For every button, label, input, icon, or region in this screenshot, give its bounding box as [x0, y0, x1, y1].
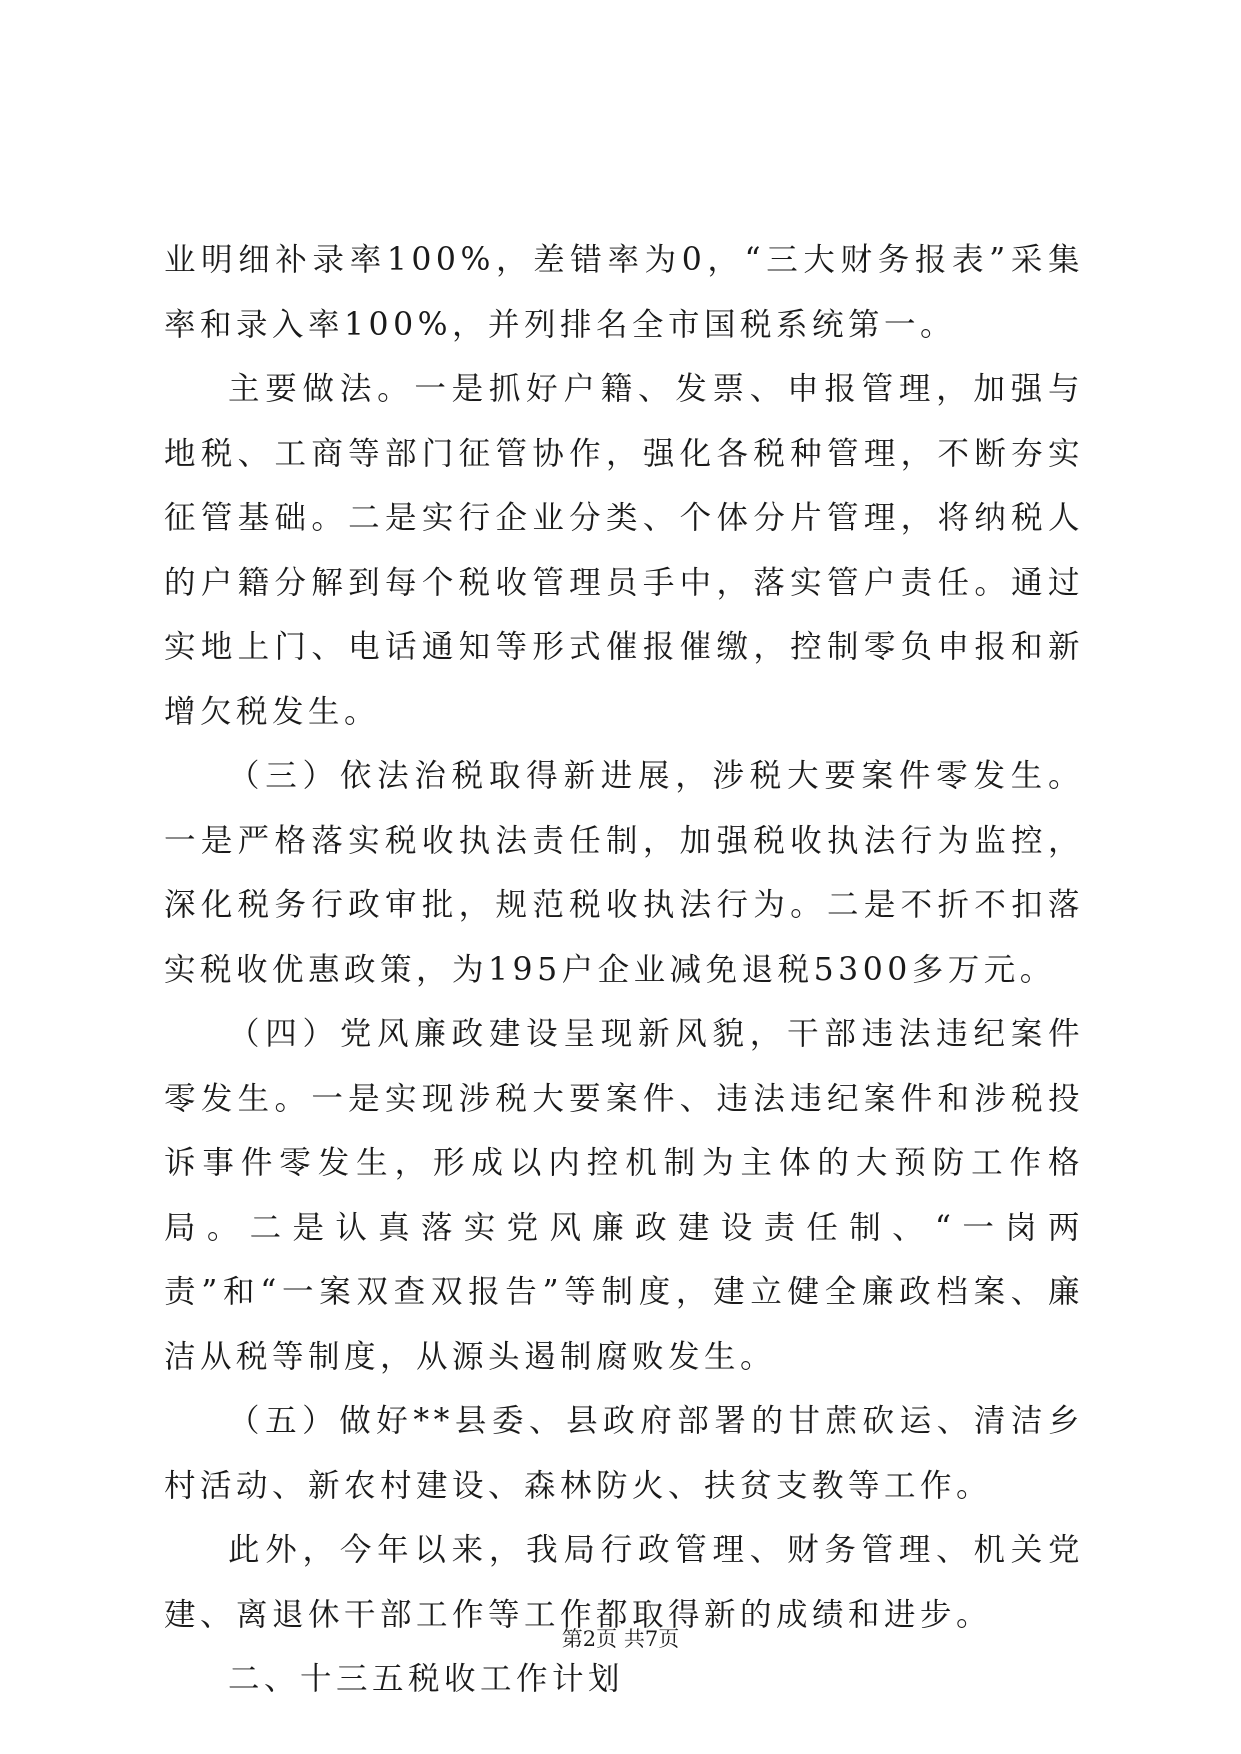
paragraph-section-4: （四）党风廉政建设呈现新风貌，干部违法违纪案件零发生。一是实现涉税大要案件、违法违纪案件和涉税投诉事件零发生，形成以内控机制为主体的大预防工作格局。二是认真落实党风廉政建设责任制、“一岗两责”和“一案双查双报告”等制度，建立健全廉政档案、廉洁从税等制度，从源头遏制腐败发生。 — [164, 1016, 1084, 1375]
page-footer — [0, 1625, 1241, 1653]
document-body — [164, 228, 1084, 1712]
paragraph-main-methods: 主要做法。一是抓好户籍、发票、申报管理，加强与地税、工商等部门征管协作，强化各税种管理，不断夯实征管基础。二是实行企业分类、个体分片管理，将纳税人的户籍分解到每个税收管理员手中，落实管户责任。通过实地上门、电话通知等形式催报催缴，控制零负申报和新增欠税发生。 — [164, 371, 1084, 730]
paragraph-continuation: 业明细补录率100%，差错率为0，“三大财务报表”采集率和录入率100%，并列排名全市国税系统第一。 — [164, 242, 1084, 343]
paragraph-section-3: （三）依法治税取得新进展，涉税大要案件零发生。一是严格落实税收执法责任制，加强税收执法行为监控，深化税务行政审批，规范税收执法行为。二是不折不扣落实税收优惠政策，为195户企业减免退税5300多万元。 — [164, 758, 1084, 988]
section-heading-plan: 二、十三五税收工作计划 — [228, 1661, 625, 1697]
page-number-indicator: 第2页 共7页 — [561, 1627, 680, 1651]
paragraph-additional: 此外，今年以来，我局行政管理、财务管理、机关党建、离退休干部工作等工作都取得新的成绩和进步。 — [164, 1532, 1084, 1633]
paragraph-section-5: （五）做好**县委、县政府部署的甘蔗砍运、清洁乡村活动、新农村建设、森林防火、扶贫支教等工作。 — [164, 1403, 1084, 1504]
